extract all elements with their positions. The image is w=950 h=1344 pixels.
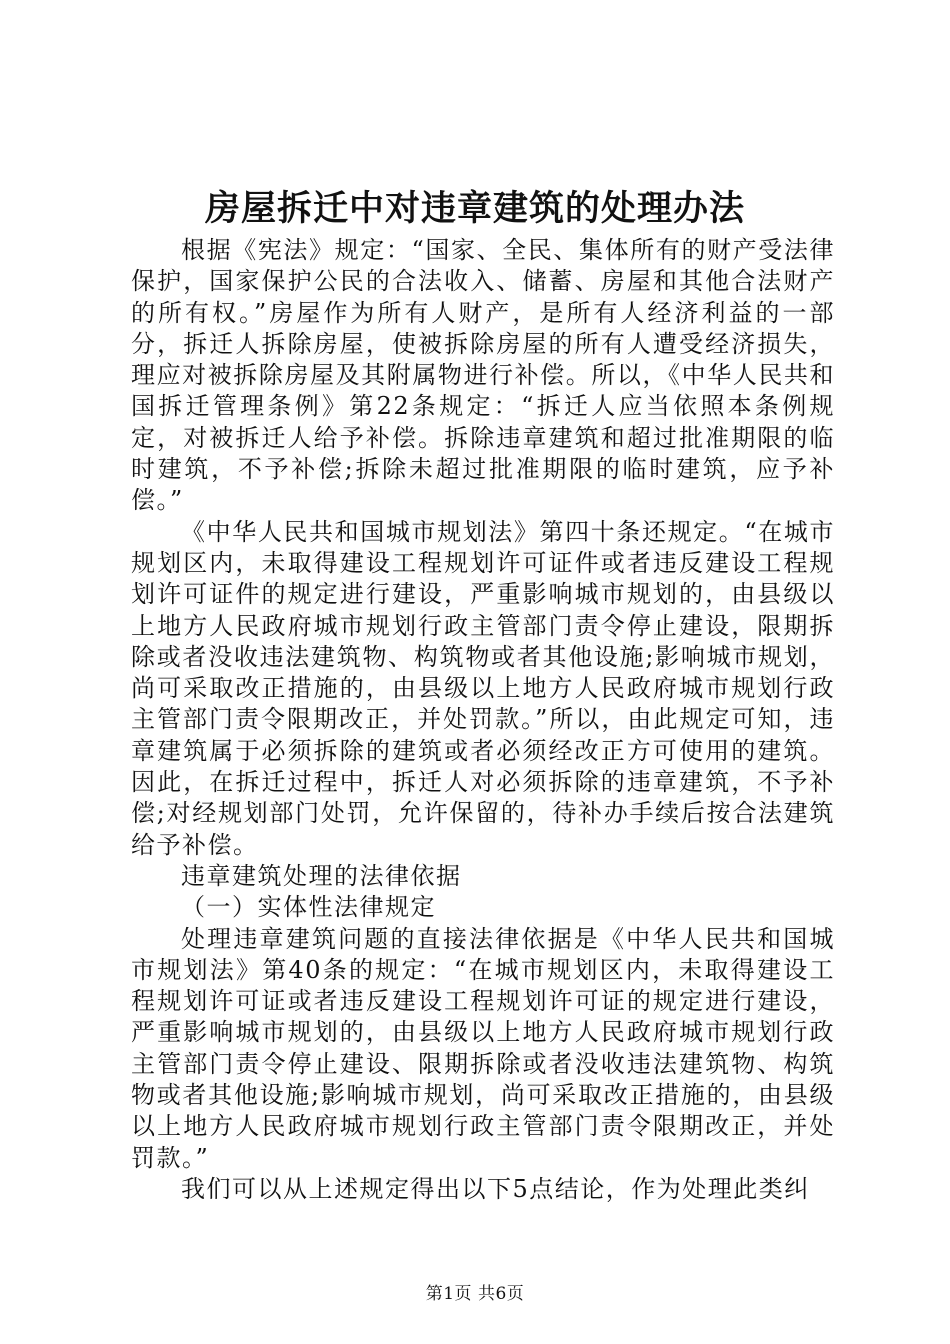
subsection-heading: （一）实体性法律规定 xyxy=(181,893,436,922)
paragraph-article-40: 处理违章建筑问题的直接法律依据是《中华人民共和国城市规划法》第40条的规定：“在城市规划区内，未取得建设工程规划许可证或者违反建设工程规划许可证的规定进行建设，严重影响城市规划的，由县级以上地方人民政府城市规划行政主管部门责令停止建设、限期拆除或者没收违法建筑物、构筑物或者其他设施;影响城市规划，尚可采取改正措施的，由县级以上地方人民政府城市规划行政主管部门责令限期改正，并处罚款。” xyxy=(131,924,835,1172)
section-heading: 违章建筑处理的法律依据 xyxy=(181,861,462,890)
document-title: 房屋拆迁中对违章建筑的处理办法 xyxy=(204,188,745,229)
document-body xyxy=(131,235,835,1205)
paragraph-constitution: 根据《宪法》规定：“国家、全民、集体所有的财产受法律保护，国家保护公民的合法收入、储蓄、房屋和其他合法财产的所有权。”房屋作为所有人财产，是所有人经济利益的一部分，拆迁人拆除房屋，使被拆除房屋的所有人遭受经济损失，理应对被拆除房屋及其附属物进行补偿。所以，《中华人民共和国拆迁管理条例》第22条规定：“拆迁人应当依照本条例规定，对被拆迁人给予补偿。拆除违章建筑和超过批准期限的临时建筑，不予补偿;拆除未超过批准期限的临时建筑，应予补偿。” xyxy=(131,236,835,515)
paragraph-planning-law: 《中华人民共和国城市规划法》第四十条还规定。“在城市规划区内，未取得建设工程规划许可证件或者违反建设工程规划许可证件的规定进行建设，严重影响城市规划的，由县级以上地方人民政府城市规划行政主管部门责令停止建设，限期拆除或者没收违法建筑物、构筑物或者其他设施;影响城市规划，尚可采取改正措施的，由县级以上地方人民政府城市规划行政主管部门责令限期改正，并处罚款。”所以，由此规定可知，违章建筑属于必须拆除的建筑或者必须经改正方可使用的建筑。因此，在拆迁过程中，拆迁人对必须拆除的违章建筑，不予补偿;对经规划部门处罚，允许保留的，待补办手续后按合法建筑给予补偿。 xyxy=(131,517,835,859)
page-footer: 第1页 共6页 xyxy=(425,1284,525,1304)
paragraph-conclusions: 我们可以从上述规定得出以下5点结论，作为处理此类纠 xyxy=(181,1174,810,1203)
